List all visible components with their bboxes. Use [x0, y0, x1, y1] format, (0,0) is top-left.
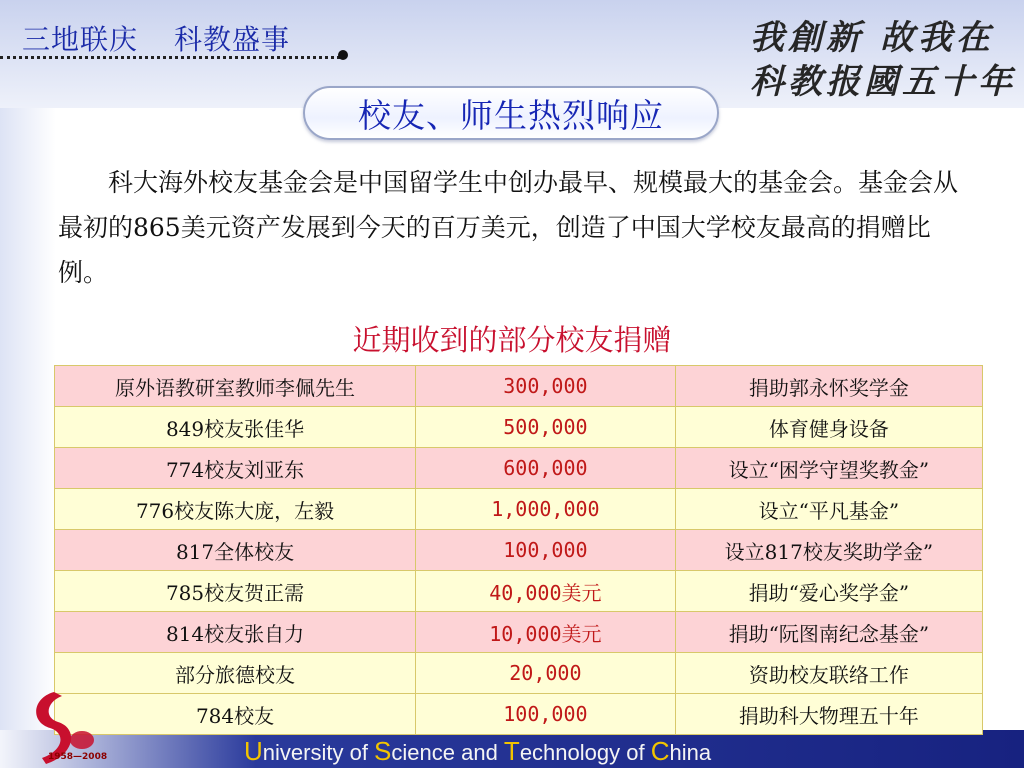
- donor-cell: 776校友陈大庞，左毅: [55, 489, 416, 530]
- footer-letter-s: S: [374, 736, 392, 766]
- slogan-line-2: 科教报國五十年: [750, 62, 1016, 102]
- footer-university-name: [244, 736, 711, 767]
- header-title-right: 科教盛事: [174, 23, 291, 56]
- table-row: [55, 366, 983, 407]
- table-row: [55, 530, 983, 571]
- footer-letter-t: T: [503, 736, 520, 766]
- donor-cell: 774校友刘亚东: [55, 448, 416, 489]
- donor-cell: 785校友贺正需: [55, 571, 416, 612]
- purpose-cell: 设立“平凡基金”: [675, 489, 982, 530]
- amount-cell: 300,000: [416, 366, 676, 407]
- section-title-pill: [303, 86, 719, 140]
- table-row: [55, 653, 983, 694]
- purpose-cell: 体育健身设备: [675, 407, 982, 448]
- amount-cell: 600,000: [416, 448, 676, 489]
- amount-cell: 100,000: [416, 530, 676, 571]
- table-row: [55, 407, 983, 448]
- table-row: [55, 694, 983, 735]
- table-row: [55, 571, 983, 612]
- intro-paragraph: [58, 160, 968, 295]
- purpose-cell: 设立“困学守望奖教金”: [675, 448, 982, 489]
- header-title: [22, 18, 290, 58]
- footer-word-4: hina: [669, 740, 712, 765]
- logo-years: 1958—2008: [48, 752, 108, 762]
- purpose-cell: 捐助科大物理五十年: [675, 694, 982, 735]
- donor-cell: 原外语教研室教师李佩先生: [55, 366, 416, 407]
- amount-cell: 10,000美元: [416, 612, 676, 653]
- footer-letter-u: U: [244, 736, 263, 766]
- header-dotted-rule: [0, 56, 340, 59]
- donor-cell: 849校友张佳华: [55, 407, 416, 448]
- donation-table: [54, 365, 983, 735]
- donor-cell: 部分旅德校友: [55, 653, 416, 694]
- intro-text: 科大海外校友基金会是中国留学生中创办最早、规模最大的基金会。基金会从最初的865美元资产发展到今天的百万美元，创造了中国大学校友最高的捐赠比例。: [58, 168, 959, 287]
- purpose-cell: 资助校友联络工作: [675, 653, 982, 694]
- footer-word-3: echnology of: [519, 740, 651, 765]
- footer-word-2: cience and: [391, 740, 504, 765]
- section-title: 校友、师生热烈响应: [358, 95, 664, 135]
- donor-cell: 814校友张自力: [55, 612, 416, 653]
- header-dot: [338, 50, 348, 60]
- purpose-cell: 捐助郭永怀奖学金: [675, 366, 982, 407]
- table-row: [55, 448, 983, 489]
- amount-cell: 40,000美元: [416, 571, 676, 612]
- footer-word-1: niversity of: [262, 740, 375, 765]
- donor-cell: 784校友: [55, 694, 416, 735]
- purpose-cell: 设立817校友奖助学金”: [675, 530, 982, 571]
- slogan-line-1: 我創新 故我在: [750, 18, 994, 58]
- table-row: [55, 489, 983, 530]
- amount-cell: 20,000: [416, 653, 676, 694]
- purpose-cell: 捐助“爱心奖学金”: [675, 571, 982, 612]
- amount-cell: 500,000: [416, 407, 676, 448]
- table-caption: 近期收到的部分校友捐赠: [352, 323, 672, 357]
- purpose-cell: 捐助“阮图南纪念基金”: [675, 612, 982, 653]
- table-row: [55, 612, 983, 653]
- footer-letter-c: C: [650, 736, 670, 766]
- header-title-left: 三地联庆: [22, 23, 139, 56]
- donor-cell: 817全体校友: [55, 530, 416, 571]
- amount-cell: 100,000: [416, 694, 676, 735]
- amount-cell: 1,000,000: [416, 489, 676, 530]
